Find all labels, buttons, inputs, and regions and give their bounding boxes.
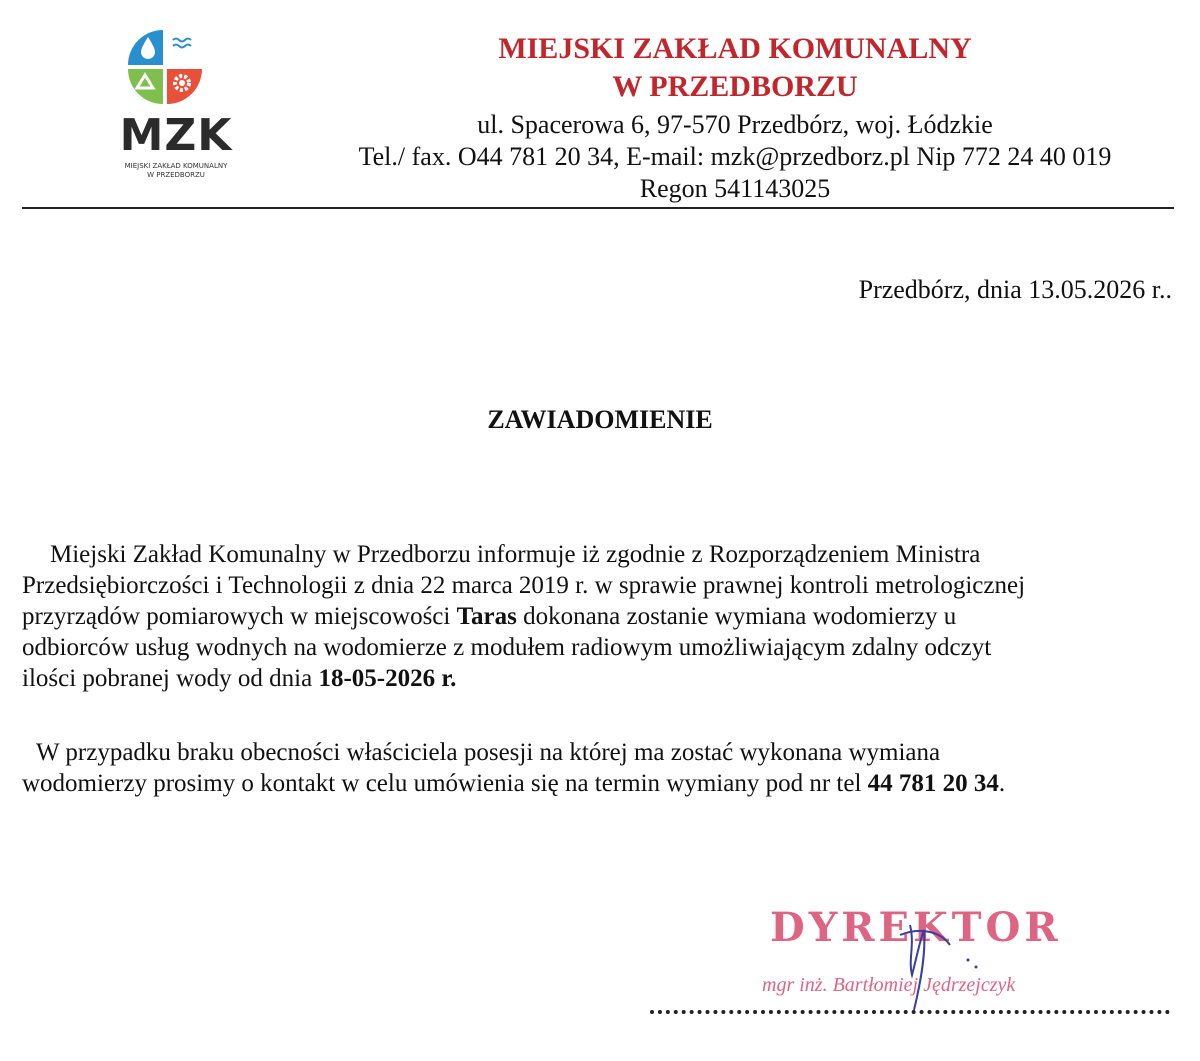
waves-icon [167, 30, 202, 65]
text-run: przyrządów pomiarowych w miejscowości [22, 603, 457, 630]
recycle-icon [128, 69, 163, 104]
logo-subtitle-line2: W PRZEDBORZU [147, 171, 205, 179]
text-run: ilości pobranej wody od dnia [22, 665, 319, 692]
organization-name-line1: MIEJSKI ZAKŁAD KOMUNALNY [498, 32, 972, 65]
water-drop-icon [128, 30, 163, 65]
logo-emblem [128, 30, 202, 104]
stamp-name: mgr inż. Bartłomiej Jędrzejczyk [762, 974, 1016, 996]
logo-letters: MZK [119, 110, 233, 161]
text-run: wodomierzy prosimy o kontakt w celu umówienia się na termin wymiany pod nr tel [22, 770, 868, 797]
header-divider [22, 207, 1174, 209]
paragraph-line [22, 663, 1182, 694]
body-paragraph-2 [22, 737, 1182, 799]
gear-icon [167, 69, 202, 104]
stamp-title: DYREKTOR [770, 904, 1062, 951]
paragraph-line [22, 601, 1182, 632]
body-paragraph-1 [22, 539, 1182, 694]
signature-line [650, 1006, 1170, 1014]
regon-line: Regon 541143025 [639, 174, 831, 203]
paragraph-line: odbiorców usług wodnych na wodomierze z modułem radiowym umożliwiającym zdalny odczyt [22, 634, 992, 661]
mzk-logo [96, 30, 256, 190]
document-title: ZAWIADOMIENIE [487, 405, 713, 434]
text-run: . [998, 770, 1006, 797]
handwritten-signature [880, 905, 1000, 1015]
text-run: dokonana zostanie wymiana wodomierzy u [516, 603, 957, 630]
start-date: 18-05-2026 r. [318, 665, 457, 692]
paragraph-line: W przypadku braku obecności właściciela posesji na której ma zostać wykonana wymiana [36, 739, 941, 766]
locality-name: Taras [456, 603, 517, 630]
organization-name-line2: W PRZEDBORZU [612, 70, 858, 103]
paragraph-line: Przedsiębiorczości i Technologii z dnia 22 marca 2019 r. w sprawie prawnej kontroli metrologicznej [22, 572, 1026, 599]
address-line: ul. Spacerowa 6, 97-570 Przedbórz, woj. Łódzkie [477, 110, 993, 139]
contact-line: Tel./ fax. O44 781 20 34, E-mail: mzk@przedborz.pl Nip 772 24 40 019 [358, 142, 1112, 171]
paragraph-line [22, 768, 1182, 799]
phone-number: 44 781 20 34 [867, 770, 999, 797]
logo-subtitle-line1: MIEJSKI ZAKŁAD KOMUNALNY [124, 162, 228, 170]
paragraph-line: Miejski Zakład Komunalny w Przedborzu informuje iż zgodnie z Rozporządzeniem Ministra [50, 541, 981, 568]
document-date: Przedbórz, dnia 13.05.2026 r.. [858, 275, 1172, 304]
